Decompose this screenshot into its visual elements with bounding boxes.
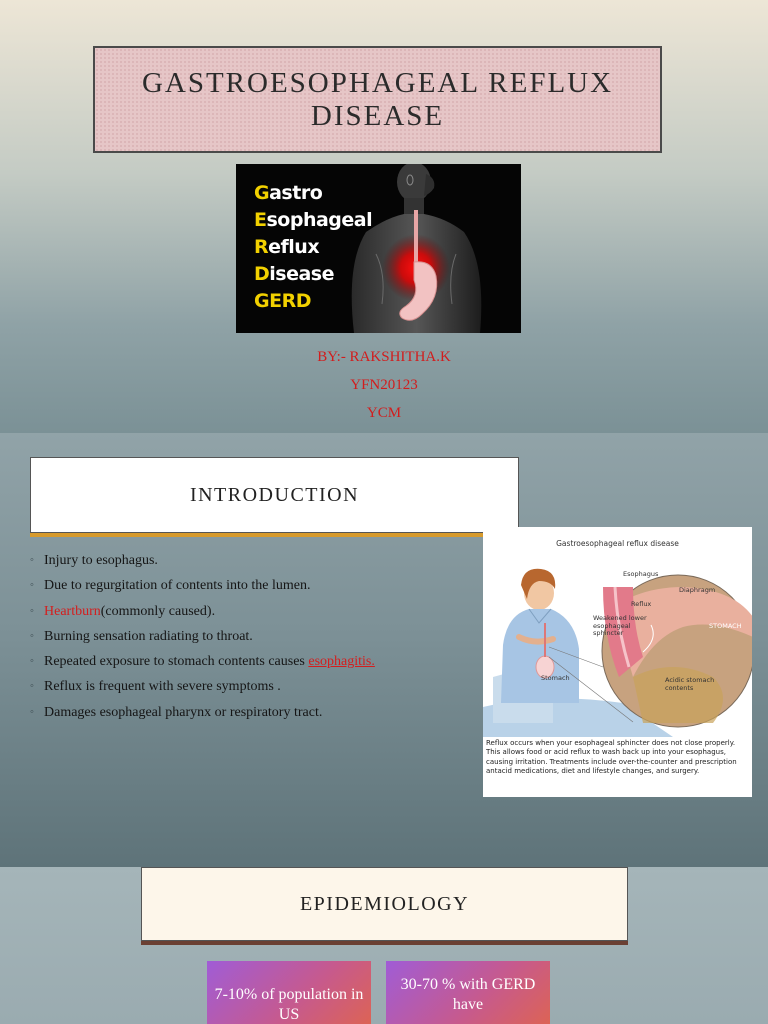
- label-esophagus: Esophagus: [623, 570, 659, 578]
- introduction-slide: [0, 433, 768, 867]
- title-box: [93, 46, 662, 153]
- gerd-acronym-text: Gastro Esophageal Reflux Disease GERD: [254, 182, 373, 312]
- bullet-icon: ◦: [30, 680, 34, 693]
- list-item: ◦ Heartburn(commonly caused).: [30, 599, 375, 624]
- bullet-icon: ◦: [30, 554, 34, 566]
- label-diaphragm: Diaphragm: [679, 586, 716, 594]
- bullet-icon: ◦: [30, 629, 34, 642]
- author-class: YCM: [366, 405, 402, 421]
- label-stomach: Stomach: [541, 674, 570, 682]
- reflux-diagram: [483, 527, 752, 797]
- stat-card-gerd: 30-70 % with GERD have: [386, 961, 550, 1024]
- list-item: ◦ Reflux is frequent with severe symptoms .: [30, 674, 375, 699]
- introduction-bullet-list: [30, 548, 375, 725]
- title-slide: [0, 0, 768, 433]
- stat-card-prevalence: 7-10% of population in US: [207, 961, 371, 1024]
- bullet-icon: ◦: [30, 655, 34, 668]
- label-stomach-caps: STOMACH: [709, 622, 742, 630]
- list-item: ◦ Damages esophageal pharynx or respiratory tract.: [30, 700, 375, 725]
- heartburn-highlight: Heartburn: [44, 603, 101, 619]
- list-item: ◦ Injury to esophagus.: [30, 548, 375, 573]
- author-name: BY:- RAKSHITHA.K: [317, 349, 451, 365]
- diagram-caption: Reflux occurs when your esophageal sphincter does not close properly. This allows food or acid reflux to wash back up into your esophagus, causing irritation. Treatments include over-the-counter and prescription antacid medications, diet and lifestyle changes, and surgery.: [486, 739, 737, 775]
- introduction-heading: INTRODUCTION: [189, 483, 360, 506]
- label-acidic-contents: Acidic stomach contents: [665, 676, 715, 692]
- epidemiology-heading-box: [141, 867, 628, 941]
- list-item: ◦ Due to regurgitation of contents into the lumen.: [30, 573, 375, 598]
- gerd-illustration: [236, 164, 521, 333]
- epidemiology-slide: [0, 867, 768, 1024]
- bullet-icon: ◦: [30, 705, 34, 718]
- list-item: ◦ Burning sensation radiating to throat.: [30, 624, 375, 649]
- label-weakened-sphincter: Weakened lower esophageal sphincter: [593, 614, 647, 637]
- introduction-heading-box: [30, 457, 519, 533]
- bullet-icon: ◦: [30, 579, 34, 592]
- epidemiology-heading: EPIDEMIOLOGY: [299, 892, 470, 915]
- author-id: YFN20123: [350, 377, 418, 393]
- label-reflux: Reflux: [631, 600, 652, 608]
- diagram-title: Gastroesophageal reflux disease: [556, 539, 679, 548]
- slide-title: GASTROESOPHAGEAL REFLUX DISEASE: [141, 66, 614, 132]
- list-item: ◦ Repeated exposure to stomach contents causes esophagitis.: [30, 649, 375, 674]
- esophagitis-link[interactable]: esophagitis.: [308, 654, 375, 670]
- bullet-icon: ◦: [30, 604, 34, 617]
